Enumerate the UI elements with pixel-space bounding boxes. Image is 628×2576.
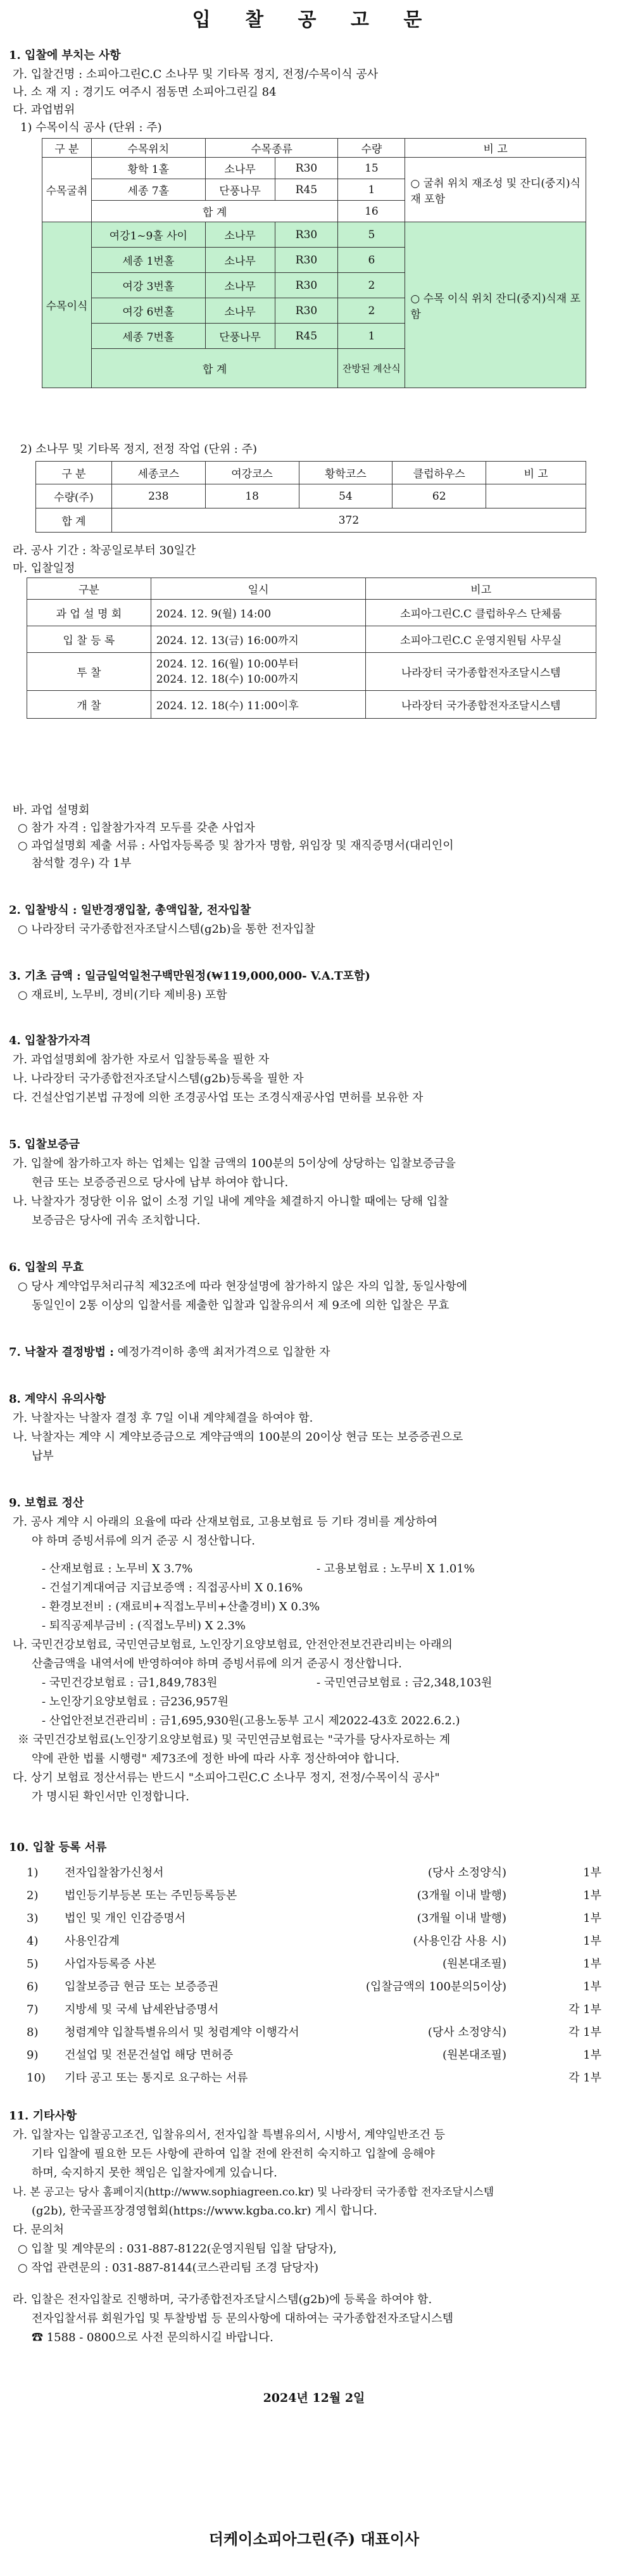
- cell: 54: [299, 484, 392, 508]
- cell: 1: [338, 324, 405, 349]
- group-transplant: 수목이식: [42, 222, 92, 388]
- s9-r6: - 노인장기요양보험료 : 금236,957원: [42, 1695, 229, 1708]
- t2-head: 비 고: [486, 462, 586, 484]
- section-1-heading: 1. 입찰에 부치는 사항: [9, 49, 121, 62]
- doc-count: 1부: [583, 1866, 601, 1879]
- s1-ga: 가. 입찰건명 : 소피아그린C.C 소나무 및 기타목 정지, 전정/수목이식 공사: [13, 68, 379, 81]
- s5-l1b: 현금 또는 보증증권으로 당사에 납부 하여야 합니다.: [32, 1176, 289, 1189]
- company-signature: 더케이소피아그린(주) 대표이사: [208, 2530, 420, 2548]
- page-title: 입 찰 공 고 문: [192, 9, 436, 31]
- s11-l1b: 기타 입찰에 필요한 모든 사항에 관하여 입찰 전에 완전히 숙지하고 입찰에 응해야: [32, 2147, 435, 2161]
- doc-number: 6): [27, 1980, 39, 1993]
- cell: 수량(주): [36, 484, 112, 508]
- s9-r4: - 퇴직공제부금비 : (직접노무비) X 2.3%: [42, 1619, 246, 1632]
- doc-number: 8): [27, 2026, 39, 2039]
- doc-condition: (당사 소정양식): [427, 1866, 506, 1879]
- doc-name: 법인 및 개인 인감증명서: [65, 1912, 186, 1925]
- doc-name: 입찰보증금 현금 또는 보증증권: [65, 1980, 219, 1993]
- doc-name: 기타 공고 또는 통지로 요구하는 서류: [65, 2071, 248, 2085]
- cell: 나라장터 국가종합전자조달시스템: [366, 653, 596, 691]
- s9-r7: - 산업안전보건관리비 : 금1,695,930원(고용노동부 고시 제2022-43호 2022.6.2.): [42, 1714, 460, 1727]
- cell: 세종 1번홀: [91, 248, 205, 273]
- cell: 합 계: [36, 508, 112, 533]
- cell: 2024. 12. 13(금) 16:00까지: [151, 626, 366, 653]
- s8-l1: 가. 낙찰자는 낙찰자 결정 후 7일 이내 계약체결을 하여야 함.: [13, 1411, 313, 1425]
- t3-head: 비고: [366, 578, 596, 600]
- doc-condition: (입찰금액의 100분의5이상): [365, 1980, 506, 1993]
- s9-r5a: - 국민건강보험료 : 금1,849,783원: [42, 1676, 218, 1689]
- doc-name: 법인등기부등본 또는 주민등록등본: [65, 1889, 237, 1902]
- cell: 소나무: [205, 298, 275, 324]
- t1-head: 구 분: [42, 139, 92, 158]
- doc-name: 사업자등록증 사본: [65, 1957, 156, 1971]
- s9-l2b: 산출금액을 내역서에 반영하여야 하며 증빙서류에 의거 준공시 정산합니다.: [32, 1657, 402, 1670]
- section-11-heading: 11. 기타사항: [9, 2109, 77, 2123]
- section-7-text: 예정가격이하 총액 최저가격으로 입찰한 자: [117, 1346, 330, 1359]
- s11-l4b: 전자입찰서류 회원가입 및 투찰방법 등 문의사항에 대하여는 국가종합전자조달시스템: [32, 2312, 454, 2325]
- doc-count: 1부: [583, 1957, 601, 1971]
- s4-l1: 가. 과업설명회에 참가한 자로서 입찰등록을 필한 자: [13, 1053, 270, 1066]
- s1-ba: 바. 과업 설명회: [13, 804, 90, 817]
- s6-l1: ○ 당사 계약업무처리규칙 제32조에 따라 현장설명에 참가하지 않은 자의 입찰, 동일사항에: [18, 1280, 468, 1293]
- doc-count: 각 1부: [568, 2003, 601, 2016]
- schedule-table: [27, 578, 596, 719]
- cell: 입 찰 등 록: [27, 626, 151, 653]
- group-dig: 수목굴취: [42, 158, 92, 222]
- s1-ba2a: ○ 과업설명회 제출 서류 : 사업자등록증 및 참가자 명함, 위임장 및 재직증명서(대리인이: [18, 839, 454, 852]
- s9-l1: 가. 공사 계약 시 아래의 요율에 따라 산재보험료, 고용보험료 등 기타 경비를 계상하여: [13, 1515, 438, 1529]
- doc-number: 4): [27, 1935, 39, 1948]
- s11-l4c: ☎ 1588 - 0800으로 사전 문의하시길 바랍니다.: [32, 2331, 273, 2344]
- s11-l2: 나. 본 공고는 당사 홈페이지(http://www.sophiagreen.co.kr) 및 나라장터 국가종합 전자조달시스템: [13, 2186, 494, 2199]
- t1-head: 수목종류: [205, 139, 338, 158]
- cell: R30: [275, 158, 338, 179]
- cell: 18: [205, 484, 299, 508]
- cell: 투 찰: [27, 653, 151, 691]
- cell: 소나무: [205, 222, 275, 248]
- s11-l3b: ○ 작업 관련문의 : 031-887-8144(코스관리팀 조경 담당자): [18, 2261, 319, 2275]
- cell: 여강1~9홀 사이: [91, 222, 205, 248]
- s9-r3: - 환경보전비 : (재료비+직접노무비+산출경비) X 0.3%: [42, 1600, 320, 1613]
- section-6-heading: 6. 입찰의 무효: [9, 1261, 84, 1274]
- doc-count: 각 1부: [568, 2026, 601, 2039]
- group1-note: ○ 굴취 위치 재조성 및 잔디(중지)식재 포함: [405, 158, 586, 222]
- doc-name: 사용인감계: [65, 1935, 120, 1948]
- cell: 소피아그린C.C 운영지원팀 사무실: [366, 626, 596, 653]
- doc-number: 2): [27, 1889, 39, 1902]
- doc-number: 3): [27, 1912, 39, 1925]
- s11-l4: 라. 입찰은 전자입찰로 진행하며, 국가종합전자조달시스템(g2b)에 등록을 하여야 함.: [13, 2293, 432, 2306]
- section-10-heading: 10. 입찰 등록 서류: [9, 1841, 107, 1854]
- doc-number: 1): [27, 1866, 39, 1879]
- cell: 62: [392, 484, 486, 508]
- doc-number: 10): [27, 2071, 46, 2085]
- doc-name: 청렴계약 입찰특별유의서 및 청렴계약 이행각서: [65, 2026, 299, 2039]
- s5-l2b: 보증금은 당사에 귀속 조치합니다.: [32, 1214, 201, 1227]
- s9-r2: - 건설기계대여금 지급보증액 : 직접공사비 X 0.16%: [42, 1581, 303, 1594]
- doc-condition: (3개월 이내 발행): [417, 1889, 506, 1902]
- s1-na: 나. 소 재 지 : 경기도 여주시 점동면 소피아그린길 84: [13, 85, 277, 99]
- t2-head: 세종코스: [111, 462, 205, 484]
- s9-l1b: 야 하며 증빙서류에 의거 준공 시 정산합니다.: [32, 1534, 256, 1548]
- s5-l1: 가. 입찰에 참가하고자 하는 업체는 입찰 금액의 100분의 5이상에 상당하는 입찰보증금을: [13, 1157, 456, 1170]
- t2-head: 클럽하우스: [392, 462, 486, 484]
- cell: 2024. 12. 9(월) 14:00: [151, 600, 366, 626]
- cell: R30: [275, 222, 338, 248]
- cell: 세종 7홀: [91, 179, 205, 201]
- doc-condition: (원본대조필): [443, 2049, 506, 2062]
- section-8-heading: 8. 계약시 유의사항: [9, 1392, 106, 1406]
- s11-l3: 다. 문의처: [13, 2223, 64, 2237]
- cell: 황학 1홀: [91, 158, 205, 179]
- t2-head: 황학코스: [299, 462, 392, 484]
- announcement-date: 2024년 12월 2일: [263, 2391, 365, 2405]
- cell: 합 계: [91, 349, 338, 388]
- section-7-heading: 7. 낙찰자 결정방법 :: [9, 1346, 114, 1359]
- s1-da: 다. 과업범위: [13, 103, 75, 117]
- s11-l2b: (g2b), 한국골프장경영협회(https://www.kgba.co.kr) 게시 합니다.: [32, 2204, 377, 2218]
- cell: 소피아그린C.C 클럽하우스 단체룸: [366, 600, 596, 626]
- doc-count: 각 1부: [568, 2071, 601, 2085]
- cell: R30: [275, 298, 338, 324]
- t2-head: 구 분: [36, 462, 112, 484]
- cell: 단풍나무: [205, 324, 275, 349]
- s2-l1: ○ 나라장터 국가종합전자조달시스템(g2b)을 통한 전자입찰: [18, 923, 315, 936]
- section-5-heading: 5. 입찰보증금: [9, 1138, 80, 1151]
- doc-number: 7): [27, 2003, 39, 2016]
- doc-count: 1부: [583, 1912, 601, 1925]
- s1-sub1: 1) 수목이식 공사 (단위 : 주): [20, 121, 162, 134]
- doc-number: 5): [27, 1957, 39, 1971]
- section-7: [9, 1345, 330, 1360]
- doc-count: 1부: [583, 2049, 601, 2062]
- cell: 개 찰: [27, 691, 151, 719]
- s1-ra: 라. 공사 기간 : 착공일로부터 30일간: [13, 544, 196, 557]
- group2-note: ○ 수목 이식 위치 잔디(중지)식재 포함: [405, 222, 586, 388]
- s9-note1b: 약에 관한 법률 시행령" 제73조에 정한 바에 따라 사후 정산하여야 합니다.: [32, 1752, 399, 1765]
- s1-sub2: 2) 소나무 및 기타목 정지, 전정 작업 (단위 : 주): [20, 443, 258, 456]
- s9-r1b: - 고용보험료 : 노무비 X 1.01%: [317, 1562, 475, 1575]
- t3-head: 구분: [27, 578, 151, 600]
- s4-l3: 다. 건설산업기본법 규정에 의한 조경공사업 또는 조경식재공사업 면허를 보유한 자: [13, 1091, 424, 1104]
- doc-condition: (사용인감 사용 시): [413, 1935, 506, 1948]
- doc-condition: (원본대조필): [443, 1957, 506, 1971]
- s9-r1a: - 산재보험료 : 노무비 X 3.7%: [42, 1562, 193, 1575]
- cell: 2024. 12. 16(월) 10:00부터 2024. 12. 18(수) 10:00까지: [151, 653, 366, 691]
- s4-l2: 나. 나라장터 국가종합전자조달시스템(g2b)등록을 필한 자: [13, 1072, 304, 1085]
- cell: 나라장터 국가종합전자조달시스템: [366, 691, 596, 719]
- s9-r5b: - 국민연금보험료 : 금2,348,103원: [317, 1676, 493, 1689]
- cell: R30: [275, 273, 338, 298]
- t1-head: 수량: [338, 139, 405, 158]
- s1-ba1: ○ 참가 자격 : 입찰참가자격 모두를 갖춘 사업자: [18, 821, 255, 835]
- section-3-heading: 3. 기초 금액 : 일금일억일천구백만원정(₩119,000,000- V.A.T포함): [9, 969, 370, 983]
- cell: 1: [338, 179, 405, 201]
- section-4-heading: 4. 입찰참가자격: [9, 1034, 91, 1047]
- s6-l1b: 동일인이 2통 이상의 입찰서를 제출한 입찰과 입찰유의서 제 9조에 의한 입찰은 무효: [32, 1299, 449, 1312]
- doc-count: 1부: [583, 1935, 601, 1948]
- s9-l3b: 가 명시된 확인서만 인정합니다.: [32, 1790, 189, 1803]
- doc-count: 1부: [583, 1980, 601, 1993]
- s9-l3: 다. 상기 보험료 정산서류는 반드시 "소피아그린C.C 소나무 정지, 전정/수목이식 공사": [13, 1771, 440, 1784]
- cell: R45: [275, 324, 338, 349]
- cell: 소나무: [205, 248, 275, 273]
- t1-head: 수목위치: [91, 139, 205, 158]
- s8-l2: 나. 낙찰자는 계약 시 계약보증금으로 계약금액의 100분의 20이상 현금 또는 보증증권으로: [13, 1430, 463, 1444]
- cell: 5: [338, 222, 405, 248]
- cell: R30: [275, 248, 338, 273]
- doc-condition: (당사 소정양식): [427, 2026, 506, 2039]
- cell: 2: [338, 273, 405, 298]
- pruning-table: [35, 461, 586, 533]
- cell: [486, 484, 586, 508]
- cell: 단풍나무: [205, 179, 275, 201]
- s11-l3a: ○ 입찰 및 계약문의 : 031-887-8122(운영지원팀 입찰 담당자),: [18, 2242, 337, 2256]
- cell: 15: [338, 158, 405, 179]
- doc-condition: (3개월 이내 발행): [417, 1912, 506, 1925]
- s1-ba2b: 참석할 경우) 각 1부: [32, 857, 132, 870]
- tree-transplant-table: [42, 138, 586, 388]
- s11-l1: 가. 입찰자는 입찰공고조건, 입찰유의서, 전자입찰 특별유의서, 시방서, 계약일반조건 등: [13, 2128, 445, 2142]
- doc-number: 9): [27, 2049, 39, 2062]
- cell: R45: [275, 179, 338, 201]
- t1-head: 비 고: [405, 139, 586, 158]
- s5-l2: 나. 낙찰자가 정당한 이유 없이 소정 기일 내에 계약을 체결하지 아니할 때에는 당해 입찰: [13, 1195, 449, 1208]
- cell: 372: [111, 508, 586, 533]
- cell: 여강 6번홀: [91, 298, 205, 324]
- cell: 잔방된 계산식: [338, 349, 405, 388]
- doc-count: 1부: [583, 1889, 601, 1902]
- section-9-heading: 9. 보험료 정산: [9, 1496, 84, 1510]
- cell: 238: [111, 484, 205, 508]
- cell: 2: [338, 298, 405, 324]
- t2-head: 여강코스: [205, 462, 299, 484]
- doc-name: 지방세 및 국세 납세완납증명서: [65, 2003, 219, 2016]
- cell: 소나무: [205, 158, 275, 179]
- s8-l2b: 납부: [32, 1449, 54, 1463]
- cell: 소나무: [205, 273, 275, 298]
- doc-name: 건설업 및 전문건설업 해당 면허증: [65, 2049, 234, 2062]
- section-2-heading: 2. 입찰방식 : 일반경쟁입찰, 총액입찰, 전자입찰: [9, 904, 251, 917]
- cell: 2024. 12. 18(수) 11:00이후: [151, 691, 366, 719]
- cell: 여강 3번홀: [91, 273, 205, 298]
- s9-note1: ※ 국민건강보험료(노인장기요양보험료) 및 국민연금보험료는 "국가를 당사자로하는 계: [18, 1733, 451, 1746]
- s1-ma: 마. 입찰일정: [13, 562, 75, 575]
- cell: 과 업 설 명 회: [27, 600, 151, 626]
- t3-head: 일시: [151, 578, 366, 600]
- cell: 세종 7번홀: [91, 324, 205, 349]
- cell: 합 계: [91, 201, 338, 222]
- s9-l2: 나. 국민건강보험료, 국민연금보험료, 노인장기요양보험료, 안전안전보건관리비는 아래의: [13, 1638, 453, 1651]
- doc-name: 전자입찰참가신청서: [65, 1866, 164, 1879]
- s11-l1c: 하며, 숙지하지 못한 책임은 입찰자에게 있습니다.: [32, 2166, 277, 2180]
- s3-l1: ○ 재료비, 노무비, 경비(기타 제비용) 포함: [18, 988, 227, 1002]
- cell: 6: [338, 248, 405, 273]
- cell: 16: [338, 201, 405, 222]
